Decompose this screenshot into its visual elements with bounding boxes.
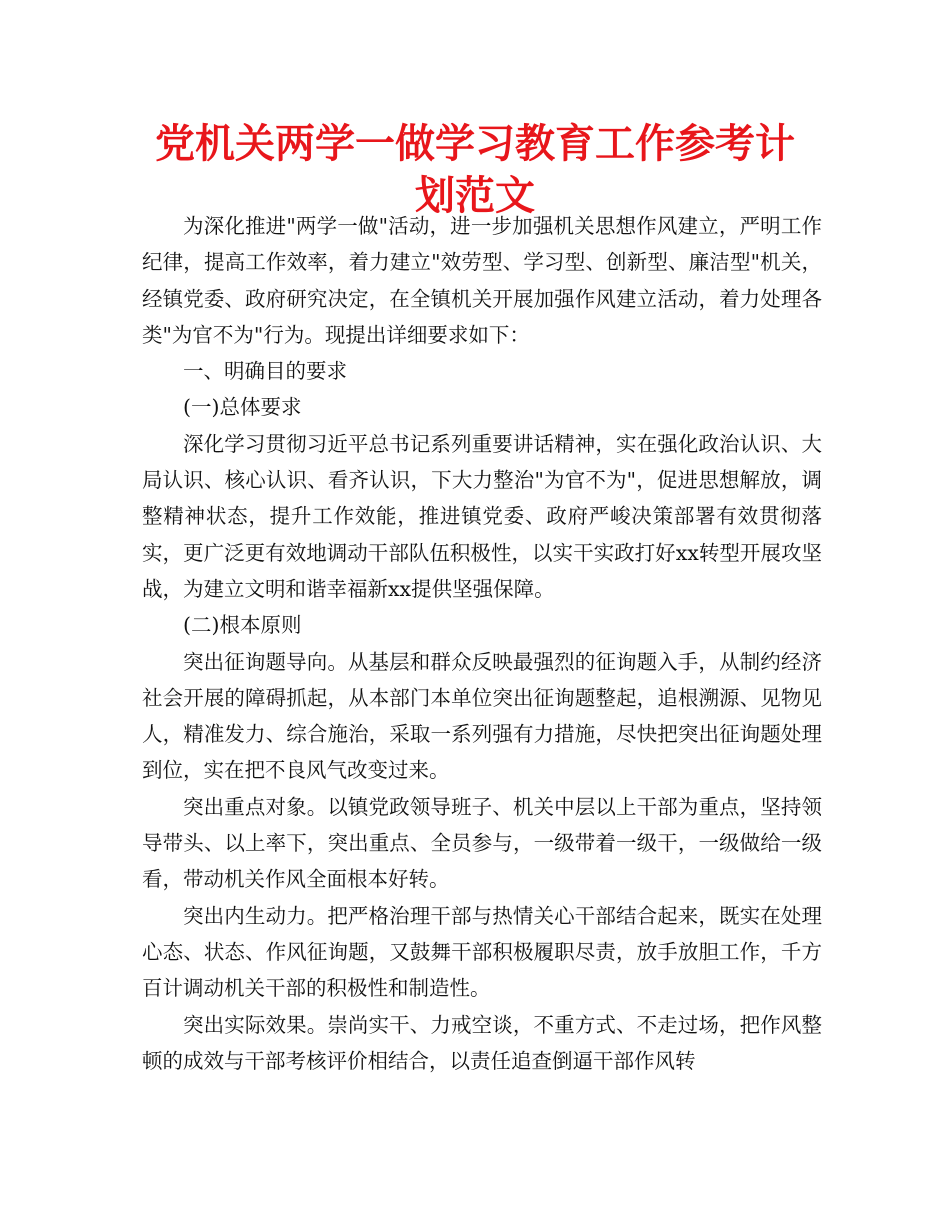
document-body [142, 208, 822, 1079]
subsection-heading-2: (二)根本原则 [183, 613, 302, 638]
paragraph-problem-oriented: 突出征询题导向。从基层和群众反映最强烈的征询题入手，从制约经济社会开展的障碍抓起，从本部门本单位突出征询题整起，追根溯源、见物见人，精准发力、综合施治，采取一系列强有力措施，尽快把突出征询题处理到位，实在把不良风气改变过来。 [142, 649, 822, 783]
paragraph-actual-effect: 突出实际效果。崇尚实干、力戒空谈，不重方式、不走过场，把作风整顿的成效与干部考核评价相结合，以责任追查倒逼干部作风转 [142, 1012, 822, 1073]
subsection-heading-1: (一)总体要求 [183, 395, 302, 420]
paragraph-key-targets: 突出重点对象。以镇党政领导班子、机关中层以上干部为重点，坚持领导带头、以上率下，突出重点、全员参与，一级带着一级干，一级做给一级看，带动机关作风全面根本好转。 [142, 794, 822, 892]
section-heading-1: 一、明确目的要求 [183, 359, 347, 384]
paragraph-internal-motivation: 突出内生动力。把严格治理干部与热情关心干部结合起来，既实在处理心态、状态、作风征询题，又鼓舞干部积极履职尽责，放手放胆工作，千方百计调动机关干部的积极性和制造性。 [142, 903, 822, 1001]
paragraph-overall-requirements: 深化学习贯彻习近平总书记系列重要讲话精神，实在强化政治认识、大局认识、核心认识、看齐认识，下大力整治"为官不为"，促进思想解放，调整精神状态，提升工作效能，推进镇党委、政府严峻决策部署有效贯彻落实，更广泛更有效地调动干部队伍积极性，以实干实政打好xx转型开展攻坚战，为建立文明和谐幸福新xx提供坚强保障。 [142, 431, 822, 601]
paragraph-intro: 为深化推进"两学一做"活动，进一步加强机关思想作风建立，严明工作纪律，提高工作效率，着力建立"效劳型、学习型、创新型、廉洁型"机关，经镇党委、政府研究决定，在全镇机关开展加强作风建立活动，着力处理各类"为官不为"行为。现提出详细要求如下： [142, 214, 822, 347]
document-title: 党机关两学一做学习教育工作参考计划范文 [155, 120, 795, 219]
